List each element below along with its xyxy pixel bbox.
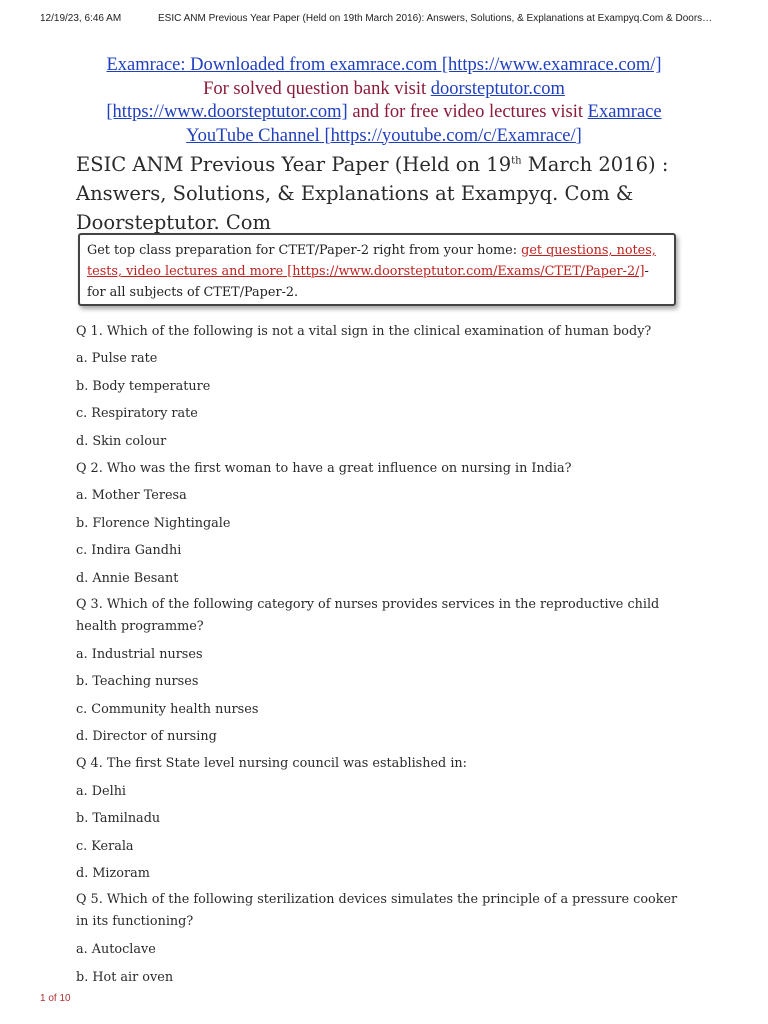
answer-option: a. Autoclave [76,942,156,958]
print-header [0,0,768,40]
promo-text: Get top class preparation for CTET/Paper-2 right from your home: [87,243,522,258]
question-block [76,592,692,751]
banner-text: and for free video lectures visit [347,102,588,122]
answer-option: d. Annie Besant [76,570,179,586]
answer-option: c. Kerala [76,838,134,854]
answer-option: c. Respiratory rate [76,406,198,422]
answer-option: b. Florence Nightingale [76,515,231,531]
answer-option: a. Delhi [76,783,127,799]
question-block [76,750,692,887]
question-block [76,455,692,592]
document-title: ESIC ANM Previous Year Paper (Held on 19th March 2016) : Answers, Solutions, & Explanations at Exampyq. Com & Doorsteptutor. Com [76,153,669,234]
promo-link[interactable]: get questions, notes, tests, video lectures and more [https://www.doorsteptutor.com/Exams/CTET/Paper-2/] [87,243,656,279]
examrace-download-link[interactable]: Examrace: Downloaded from examrace.com [https://www.examrace.com/] [106,55,662,75]
answer-option: a. Mother Teresa [76,488,187,504]
answer-option: d. Director of nursing [76,729,217,745]
answer-option: b. Hot air oven [76,969,174,985]
question-text: Q 1. Which of the following is not a vital sign in the clinical examination of human body? [76,324,652,339]
page-number: 1 of 10 [40,993,71,1004]
answer-option: d. Mizoram [76,866,150,882]
promo-text-end: - for all subjects of CTET/Paper-2. [87,264,649,300]
answer-option: a. Industrial nurses [76,646,203,662]
title-superscript: th [511,155,522,167]
promo-box [78,233,676,306]
answer-option: b. Teaching nurses [76,674,199,690]
answer-option: b. Tamilnadu [76,811,161,827]
answer-option: d. Skin colour [76,433,167,449]
banner-text: For solved question bank visit [203,78,431,99]
doorsteptutor-url-link[interactable]: [https://www.doorsteptutor.com] [106,102,348,122]
question-text: Q 5. Which of the following sterilization devices simulates the principle of a pressure cooker in its functioning? [76,892,678,930]
print-date: 12/19/23, 6:46 AM [40,13,122,24]
examrace-youtube-link[interactable]: Examrace [587,102,662,122]
answer-option: c. Indira Gandhi [76,543,182,559]
doorsteptutor-link[interactable]: doorsteptutor.com [430,78,565,99]
questions-list [76,318,692,991]
answer-option: c. Community health nurses [76,701,259,717]
question-block [76,318,692,455]
question-text: Q 2. Who was the first woman to have a great influence on nursing in India? [76,460,572,476]
question-block [76,887,692,991]
answer-option: b. Body temperature [76,378,211,394]
examrace-banner [76,54,692,148]
answer-option: a. Pulse rate [76,351,158,367]
examrace-youtube-url-link[interactable]: YouTube Channel [https://youtube.com/c/Examrace/] [186,125,582,146]
question-text: Q 4. The first State level nursing council was established in: [76,756,467,772]
print-page-title: ESIC ANM Previous Year Paper (Held on 19th March 2016): Answers, Solutions, & Explanations at Exampyq.Com & Doors… [158,13,713,24]
question-text: Q 3. Which of the following category of nurses provides services in the reproductive child health programme? [76,596,660,634]
